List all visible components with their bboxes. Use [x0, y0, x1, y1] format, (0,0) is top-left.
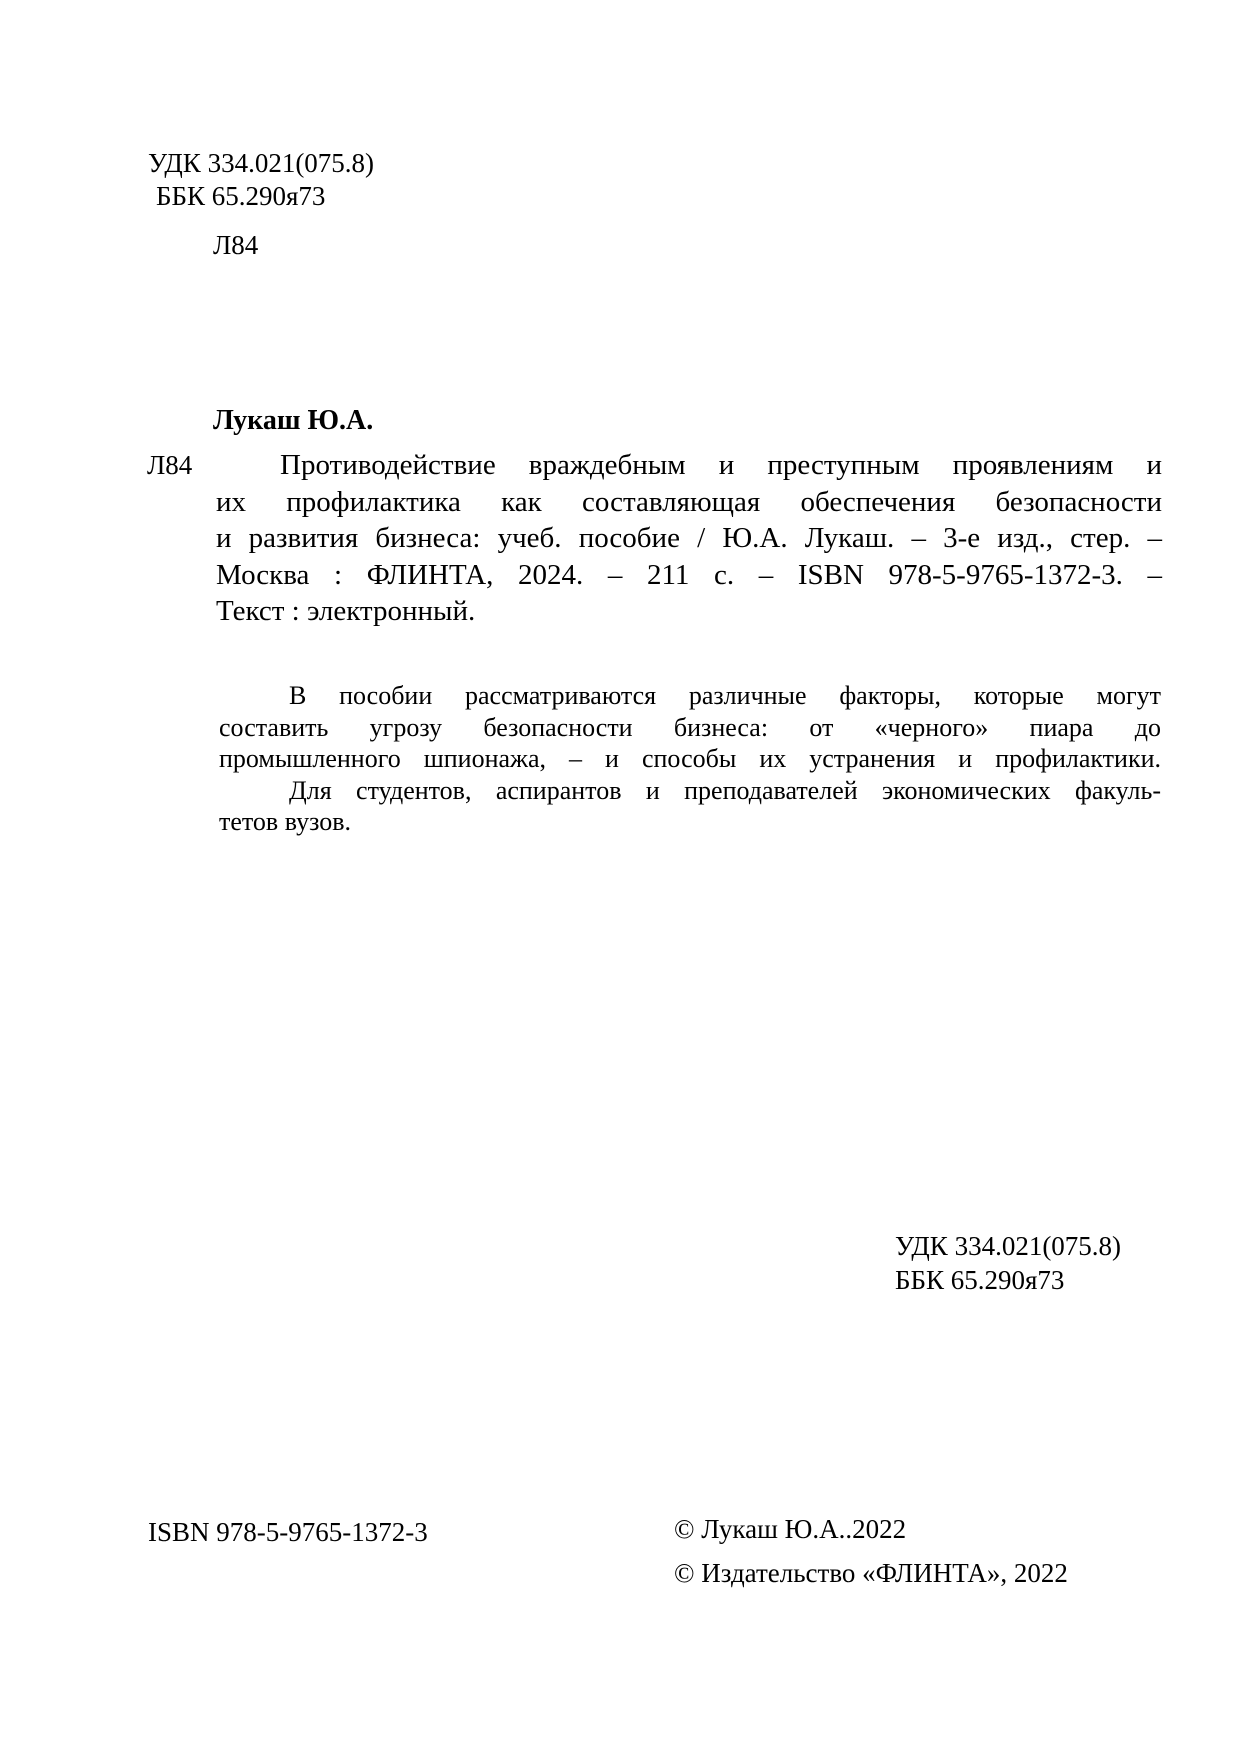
author-copyright: © Лукаш Ю.А..2022	[674, 1514, 907, 1544]
side-author-mark: Л84	[147, 450, 193, 480]
biblio-line: Москва : ФЛИНТА, 2024. – 211 с. – ISBN 978-5-9765-1372-3. –	[216, 558, 1162, 591]
annotation-line: составить угрозу безопасности бизнеса: от «черного» пиара до	[219, 712, 1161, 742]
author-name: Лукаш Ю.А.	[213, 405, 374, 436]
bibliographic-record	[216, 447, 1162, 630]
isbn: ISBN 978-5-9765-1372-3	[148, 1517, 428, 1547]
biblio-line: их профилактика как составляющая обеспечения безопасности	[216, 485, 1162, 518]
annotation-line: промышленного шпионажа, – и способы их устранения и профилактики.	[219, 744, 1161, 773]
top-author-mark: Л84	[213, 230, 259, 260]
bottom-udk-code: УДК 334.021(075.8)	[895, 1231, 1122, 1261]
biblio-line: и развития бизнеса: учеб. пособие / Ю.А. Лукаш. – 3-е изд., стер. –	[216, 522, 1162, 554]
bottom-bbk-code: ББК 65.290я73	[895, 1265, 1065, 1295]
top-udk-code: УДК 334.021(075.8)	[148, 148, 375, 178]
annotation-line: тетов вузов.	[219, 807, 351, 836]
annotation-line: Для студентов, аспирантов и преподавателей экономических факуль-	[289, 775, 1161, 805]
annotation-line: В пособии рассматриваются различные факторы, которые могут	[289, 681, 1161, 710]
publisher-copyright: © Издательство «ФЛИНТА», 2022	[674, 1558, 1068, 1588]
biblio-line: Противодействие враждебным и преступным проявлениям и	[280, 449, 1162, 481]
annotation	[219, 680, 1161, 838]
biblio-line: Текст : электронный.	[216, 595, 476, 627]
top-bbk-code: ББК 65.290я73	[156, 181, 326, 211]
